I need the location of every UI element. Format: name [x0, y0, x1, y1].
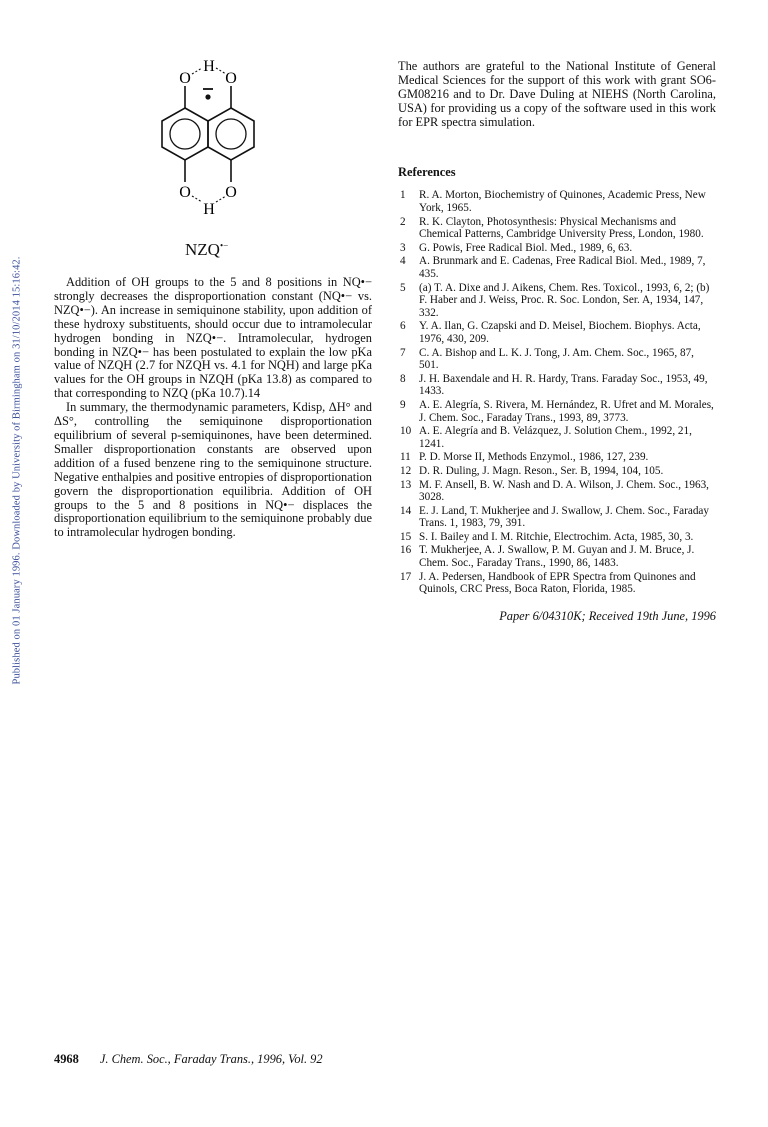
structure-label-charge: •−	[219, 240, 229, 251]
reference-item	[398, 282, 716, 320]
reference-item	[398, 451, 716, 464]
reference-number: 13	[400, 478, 412, 491]
reference-text: T. Mukherjee, A. J. Swallow, P. M. Guyan and J. M. Bruce, J. Chem. Soc., Faraday Trans., 1990, 86, 1483.	[419, 544, 695, 570]
atom-h-top: H	[203, 60, 215, 75]
reference-number: 15	[400, 530, 412, 543]
journal-citation: J. Chem. Soc., Faraday Trans., 1996, Vol. 92	[99, 1052, 323, 1066]
reference-text: (a) T. A. Dixe and J. Aikens, Chem. Res. Toxicol., 1993, 6, 2; (b) F. Haber and J. Weiss, Proc. R. Soc. London, Ser. A, 1934, 147, 332.	[419, 281, 710, 319]
nzq-structure-diagram	[150, 60, 280, 220]
structure-label-text: NZQ	[185, 240, 220, 259]
reference-number: 10	[400, 425, 412, 438]
reference-number: 7	[400, 346, 406, 359]
page-footer	[54, 1052, 323, 1067]
reference-number: 1	[400, 189, 406, 202]
reference-number: 3	[400, 241, 406, 254]
reference-item	[398, 320, 716, 345]
reference-item	[398, 531, 716, 544]
reference-number: 9	[400, 398, 406, 411]
paper-received-line: Paper 6/04310K; Received 19th June, 1996	[499, 608, 716, 623]
body-paragraph: Addition of OH groups to the 5 and 8 positions in NQ•− strongly decreases the disproportionation constant (NQ•− vs. NZQ•−). An increase in semiquinone stability, upon addition of these hydroxy substituents, should occur due to intramolecular hydrogen bonding in NZQ•−. Intramolecular, hydrogen bonding in NZQ•− has been postulated to explain the low pKa value of NZQH (2.7 for NZQH vs. 4.1 for NQH) and large pKa values for the OH groups in NZQH (pKa 13.8) as compared to that corresponding to NZQ (pKa 10.7).14	[54, 275, 372, 401]
left-column	[54, 276, 372, 540]
atom-o-top-right: O	[225, 70, 237, 87]
right-column	[398, 60, 716, 624]
references-heading: References	[398, 164, 456, 179]
atom-o-bottom-left: O	[179, 184, 191, 201]
reference-text: D. R. Duling, J. Magn. Reson., Ser. B, 1994, 104, 105.	[419, 464, 664, 477]
reference-text: A. E. Alegría, S. Rivera, M. Hernández, R. Ufret and M. Morales, J. Chem. Soc., Faraday Trans., 1993, 89, 3773.	[419, 398, 714, 424]
reference-text: G. Powis, Free Radical Biol. Med., 1989, 6, 63.	[419, 241, 633, 254]
download-side-note: Published on 01 January 1996. Downloaded by University of Birmingham on 31/10/2014 15:16:42.	[11, 256, 23, 685]
reference-item	[398, 373, 716, 398]
reference-number: 12	[400, 464, 412, 477]
reference-item	[398, 255, 716, 280]
reference-text: E. J. Land, T. Mukherjee and J. Swallow, J. Chem. Soc., Faraday Trans. 1, 1983, 79, 391.	[419, 504, 709, 530]
reference-text: R. K. Clayton, Photosynthesis: Physical Mechanisms and Chemical Patterns, Cambridge University Press, London, 1980.	[419, 215, 704, 241]
reference-item	[398, 216, 716, 241]
reference-text: J. H. Baxendale and H. R. Hardy, Trans. Faraday Soc., 1953, 49, 1433.	[419, 372, 708, 398]
atom-h-bottom: H	[203, 201, 215, 218]
reference-number: 11	[400, 451, 411, 464]
reference-item	[398, 242, 716, 255]
reference-number: 16	[400, 544, 412, 557]
structure-label	[185, 240, 228, 260]
reference-text: M. F. Ansell, B. W. Nash and D. A. Wilson, J. Chem. Soc., 1963, 3028.	[419, 478, 709, 504]
acknowledgement: The authors are grateful to the National Institute of General Medical Sciences for the support of this work with grant SO6-GM08216 and to Dr. Dave Duling at NIEHS (North Carolina, USA) for providing us a copy of the software used in this work for EPR spectra simulation.	[398, 59, 716, 129]
reference-number: 5	[400, 281, 406, 294]
reference-text: A. Brunmark and E. Cadenas, Free Radical Biol. Med., 1989, 7, 435.	[419, 255, 706, 280]
reference-item	[398, 544, 716, 569]
reference-number: 4	[400, 255, 406, 268]
reference-number: 6	[400, 320, 406, 333]
body-paragraph: In summary, the thermodynamic parameters, Kdisp, ΔH° and ΔS°, controlling the semiquinone disproportionation equilibrium of several p-semiquinones, have been determined. Smaller disproportionation constants are observed upon addition of a fused benzene ring to the semiquinone structure. Negative enthalpies and positive entropies of disproportionation govern the disproportionation equilibria. Addition of OH groups to the 5 and 8 positions in NQ•− displaces the disproportionation equilibrium to the semiquinone probably due to intramolecular hydrogen bonding.	[54, 400, 372, 540]
reference-item	[398, 479, 716, 504]
reference-text: S. I. Bailey and I. M. Ritchie, Electrochim. Acta, 1985, 30, 3.	[419, 530, 694, 543]
reference-number: 17	[400, 570, 412, 583]
reference-number: 2	[400, 215, 406, 228]
page-number: 4968	[54, 1052, 79, 1066]
reference-item	[398, 465, 716, 478]
reference-text: A. E. Alegría and B. Velázquez, J. Solution Chem., 1992, 21, 1241.	[419, 425, 692, 450]
reference-text: C. A. Bishop and L. K. J. Tong, J. Am. Chem. Soc., 1965, 87, 501.	[419, 346, 694, 372]
reference-item	[398, 399, 716, 424]
reference-number: 8	[400, 372, 406, 385]
reference-text: Y. A. Ilan, G. Czapski and D. Meisel, Biochem. Biophys. Acta, 1976, 430, 209.	[419, 320, 701, 345]
reference-item	[398, 571, 716, 596]
reference-item	[398, 189, 716, 214]
reference-text: P. D. Morse II, Methods Enzymol., 1986, 127, 239.	[419, 451, 649, 464]
reference-text: J. A. Pedersen, Handbook of EPR Spectra from Quinones and Quinols, CRC Press, Boca Raton, Florida, 1985.	[419, 570, 696, 596]
reference-item	[398, 347, 716, 372]
atom-o-bottom-right: O	[225, 184, 237, 201]
reference-item	[398, 425, 716, 450]
references-list	[398, 189, 716, 595]
reference-text: R. A. Morton, Biochemistry of Quinones, Academic Press, New York, 1965.	[419, 189, 706, 215]
atom-o-top-left: O	[179, 70, 191, 87]
reference-number: 14	[400, 504, 412, 517]
reference-item	[398, 505, 716, 530]
